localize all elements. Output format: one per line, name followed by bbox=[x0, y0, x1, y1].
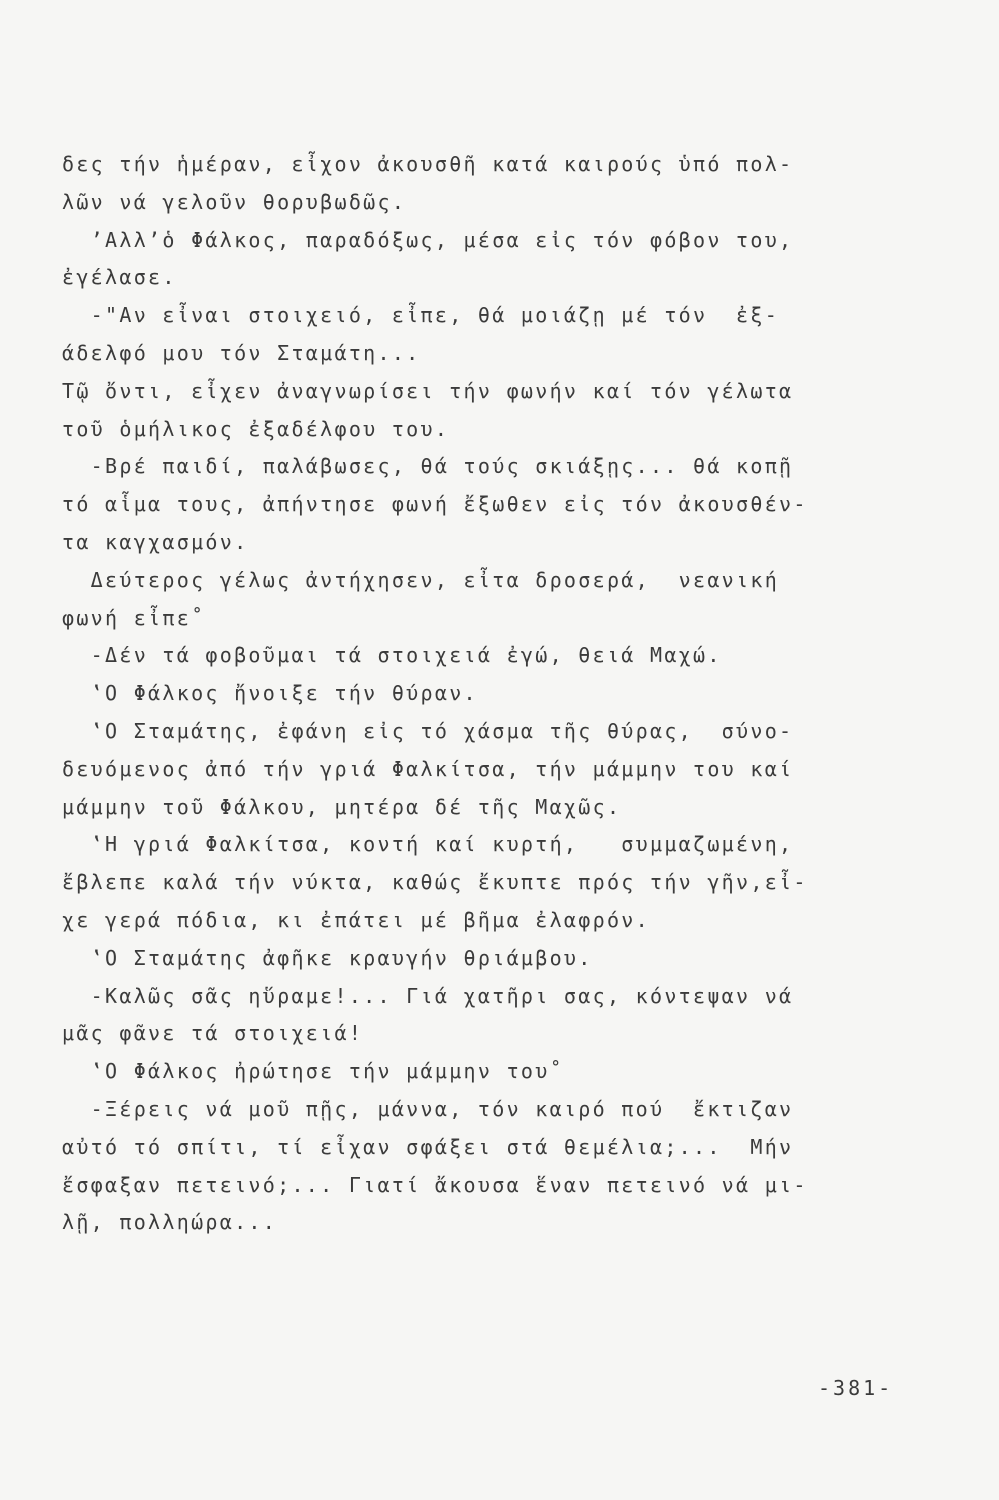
text-line: δευόμενος ἀπό τήν γριά Φαλκίτσα, τήν μάμμην του καί bbox=[62, 756, 794, 781]
text-line: Δεύτερος γέλως ἀντήχησεν, εἶτα δροσερά, νεανική bbox=[62, 567, 780, 592]
text-line: δες τήν ἡμέραν, εἶχον ἀκουσθῆ κατά καιρούς ὑπό πολ- bbox=[62, 152, 794, 176]
text-line: ‛Ο Φάλκος ἠρώτησε τήν μάμμην του˚ bbox=[62, 1059, 564, 1084]
text-line: ἔσφαξαν πετεινό;... Γιατί ἄκουσα ἕναν πετεινό νά μι- bbox=[62, 1172, 808, 1197]
text-line: λῶν νά γελοῦν θορυβωδῶς. bbox=[62, 189, 407, 214]
text-line: άδελφό μου τόν Σταμάτη... bbox=[62, 340, 421, 365]
text-line: -Ξέρεις νά μοῦ πῇς, μάννα, τόν καιρό πού ἔκτιζαν bbox=[62, 1096, 794, 1121]
text-line: τοῦ ὁμήλικος ἐξαδέλφου του. bbox=[62, 416, 450, 441]
text-line: τό αἷμα τους, ἀπήντησε φωνή ἔξωθεν εἰς τόν ἀκουσθέν- bbox=[62, 492, 808, 517]
text-line: ‛Ο Σταμάτης ἀφῆκε κραυγήν θριάμβου. bbox=[62, 945, 593, 970]
text-line: χε γερά πόδια, κι ἐπάτει μέ βῆμα ἐλαφρόν. bbox=[62, 907, 650, 932]
text-line: τα καγχασμόν. bbox=[62, 529, 249, 554]
text-line: φωνή εἶπε˚ bbox=[62, 605, 206, 630]
page-number: -381- bbox=[818, 1376, 894, 1400]
text-line: ‛Η γριά Φαλκίτσα, κοντή καί κυρτή, συμμαζωμένη, bbox=[62, 832, 794, 857]
text-line: ’Αλλ’ὁ Φάλκος, παραδόξως, μέσα εἰς τόν φόβον του, bbox=[62, 227, 794, 252]
text-line: λῇ, πολληώρα... bbox=[62, 1210, 278, 1235]
text-line: ἐγέλασε. bbox=[62, 265, 177, 290]
text-line: μάμμην τοῦ Φάλκου, μητέρα δέ τῆς Μαχῶς. bbox=[62, 794, 622, 819]
text-line: -Βρέ παιδί, παλάβωσες, θά τούς σκιάξῃς... θά κοπῇ bbox=[62, 454, 794, 479]
text-line: -Καλῶς σᾶς ηὕραμε!... Γιά χατῆρι σας, κόντεψαν νά bbox=[62, 983, 794, 1008]
text-line: ‛Ο Σταμάτης, ἐφάνη εἰς τό χάσμα τῆς θύρας, σύνο- bbox=[62, 718, 794, 743]
text-line: αὐτό τό σπίτι, τί εἶχαν σφάξει στά θεμέλια;... Μήν bbox=[62, 1134, 794, 1159]
text-line: ‛Ο Φάλκος ἤνοιξε τήν θύραν. bbox=[62, 681, 478, 706]
text-line: ἔβλεπε καλά τήν νύκτα, καθώς ἔκυπτε πρός τήν γῆν,εἶ- bbox=[62, 870, 808, 895]
text-line: -Δέν τά φοβοῦμαι τά στοιχειά ἐγώ, θειά Μαχώ. bbox=[62, 643, 722, 668]
text-line: -"Αν εἶναι στοιχειό, εἶπε, θά μοιάζῃ μέ τόν ἐξ- bbox=[62, 303, 780, 328]
text-line: Τῷ ὄντι, εἶχεν ἀναγνωρίσει τήν φωνήν καί τόν γέλωτα bbox=[62, 378, 794, 403]
body-text bbox=[62, 146, 942, 1242]
text-line: μᾶς φᾶνε τά στοιχειά! bbox=[62, 1021, 364, 1046]
